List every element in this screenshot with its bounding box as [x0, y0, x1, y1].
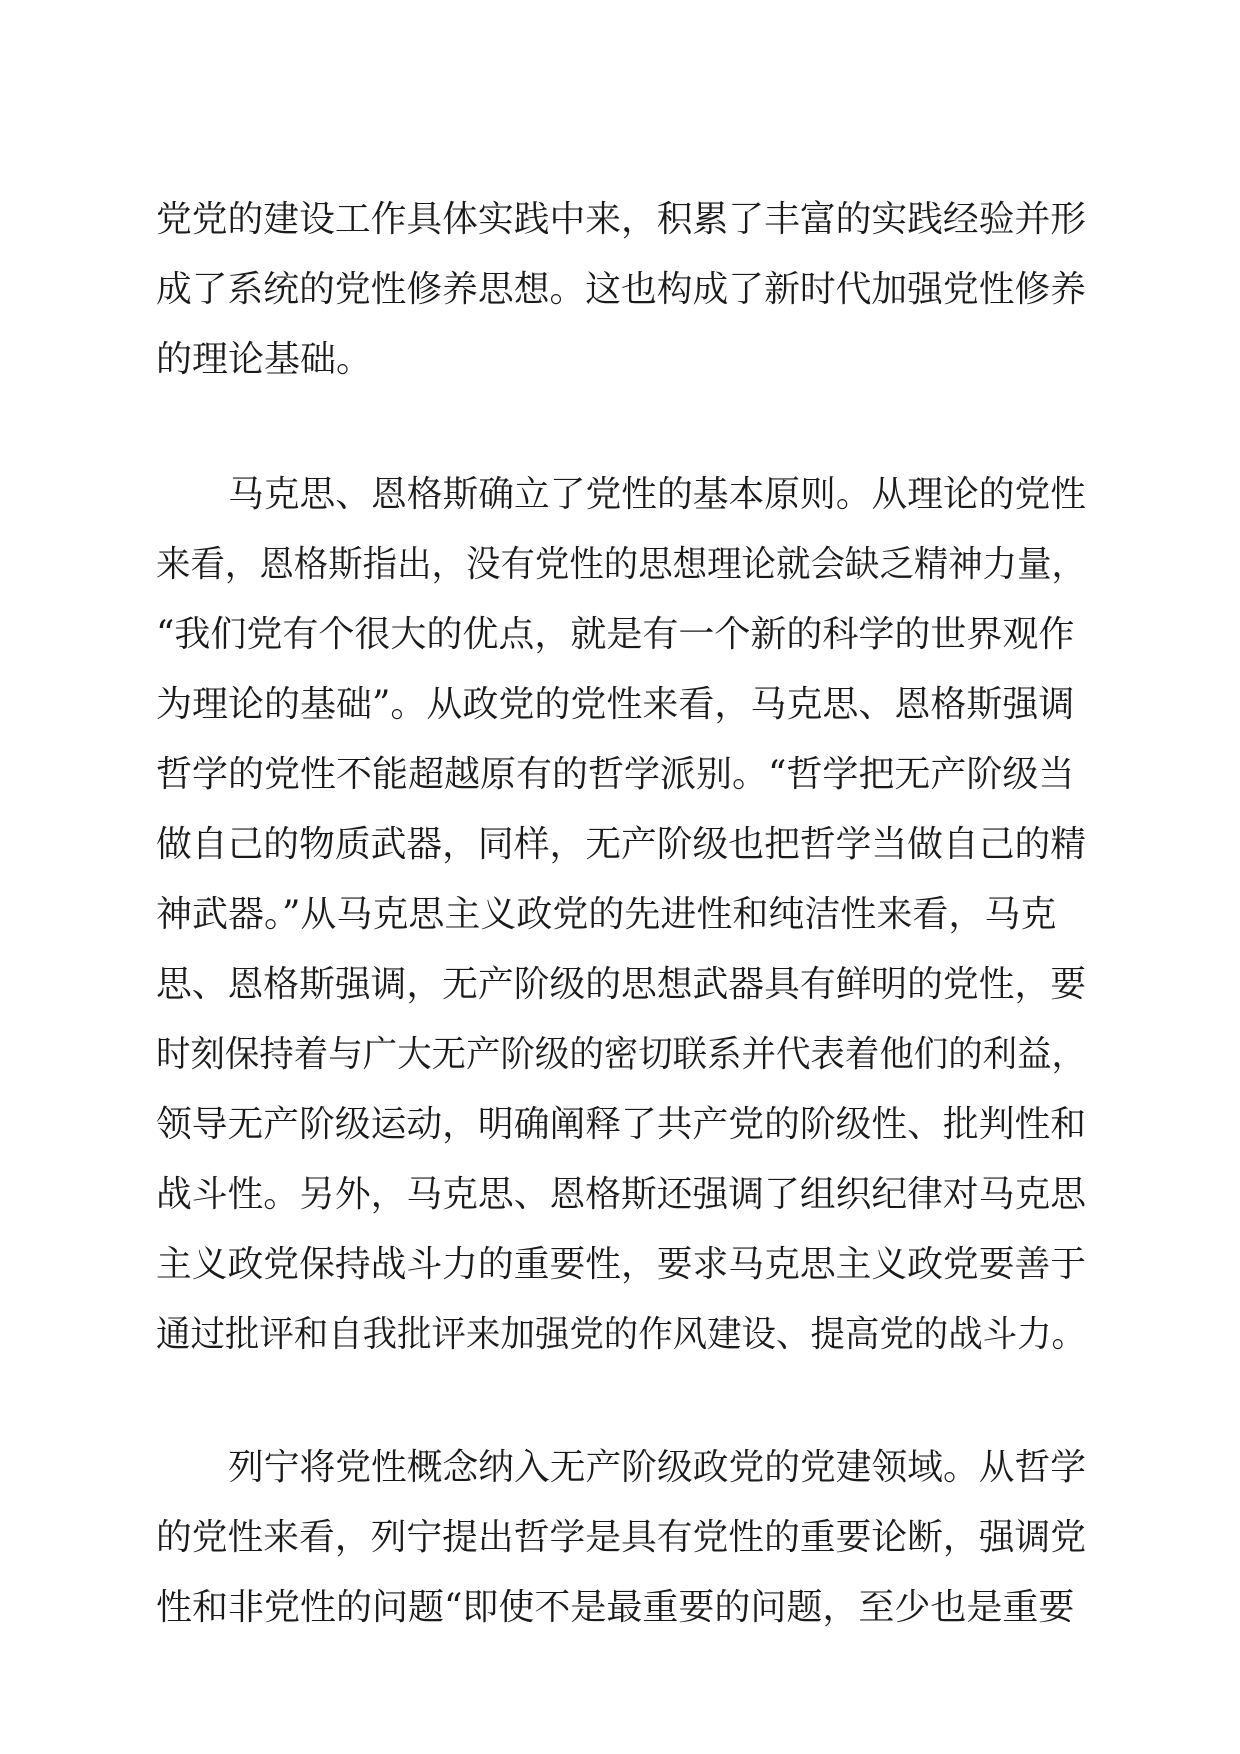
paragraph-2-line-3: “我们党有个很大的优点，就是有一个新的科学的世界观作 — [156, 614, 1075, 655]
paragraph-2-line-9: 时刻保持着与广大无产阶级的密切联系并代表着他们的利益， — [156, 1034, 1087, 1075]
paragraph-3-line-1: 列宁将党性概念纳入无产阶级政党的党建领域。从哲学 — [228, 1447, 1087, 1488]
paragraph-2-line-7: 神武器。”从马克思主义政党的先进性和纯洁性来看，马克 — [156, 894, 1057, 935]
paragraph-2-line-4: 为理论的基础”。从政党的党性来看，马克思、恩格斯强调 — [156, 684, 1075, 725]
paragraph-3-line-3: 性和非党性的问题“即使不是最重要的问题，至少也是重要 — [156, 1587, 1075, 1628]
paragraph-1-line-2: 成了系统的党性修养思想。这也构成了新时代加强党性修养 — [156, 269, 1087, 310]
paragraph-1-line-3: 的理论基础。 — [156, 339, 373, 380]
paragraph-1-line-1: 党党的建设工作具体实践中来，积累了丰富的实践经验并形 — [156, 199, 1087, 240]
paragraph-2-line-2: 来看，恩格斯指出，没有党性的思想理论就会缺乏精神力量， — [156, 544, 1087, 585]
paragraph-2-line-6: 做自己的物质武器，同样，无产阶级也把哲学当做自己的精 — [156, 824, 1087, 865]
paragraph-2-line-1: 马克思、恩格斯确立了党性的基本原则。从理论的党性 — [228, 474, 1087, 515]
paragraph-2-line-5: 哲学的党性不能超越原有的哲学派别。“哲学把无产阶级当 — [156, 754, 1075, 795]
paragraph-2-line-8: 思、恩格斯强调，无产阶级的思想武器具有鲜明的党性，要 — [156, 964, 1087, 1005]
paragraph-2-line-11: 战斗性。另外，马克思、恩格斯还强调了组织纪律对马克思 — [156, 1174, 1087, 1215]
paragraph-2-line-12: 主义政党保持战斗力的重要性，要求马克思主义政党要善于 — [156, 1244, 1087, 1285]
paragraph-2-line-13: 通过批评和自我批评来加强党的作风建设、提高党的战斗力。 — [156, 1314, 1087, 1355]
paragraph-3-line-2: 的党性来看，列宁提出哲学是具有党性的重要论断，强调党 — [156, 1517, 1087, 1558]
paragraph-2-line-10: 领导无产阶级运动，明确阐释了共产党的阶级性、批判性和 — [156, 1104, 1087, 1145]
